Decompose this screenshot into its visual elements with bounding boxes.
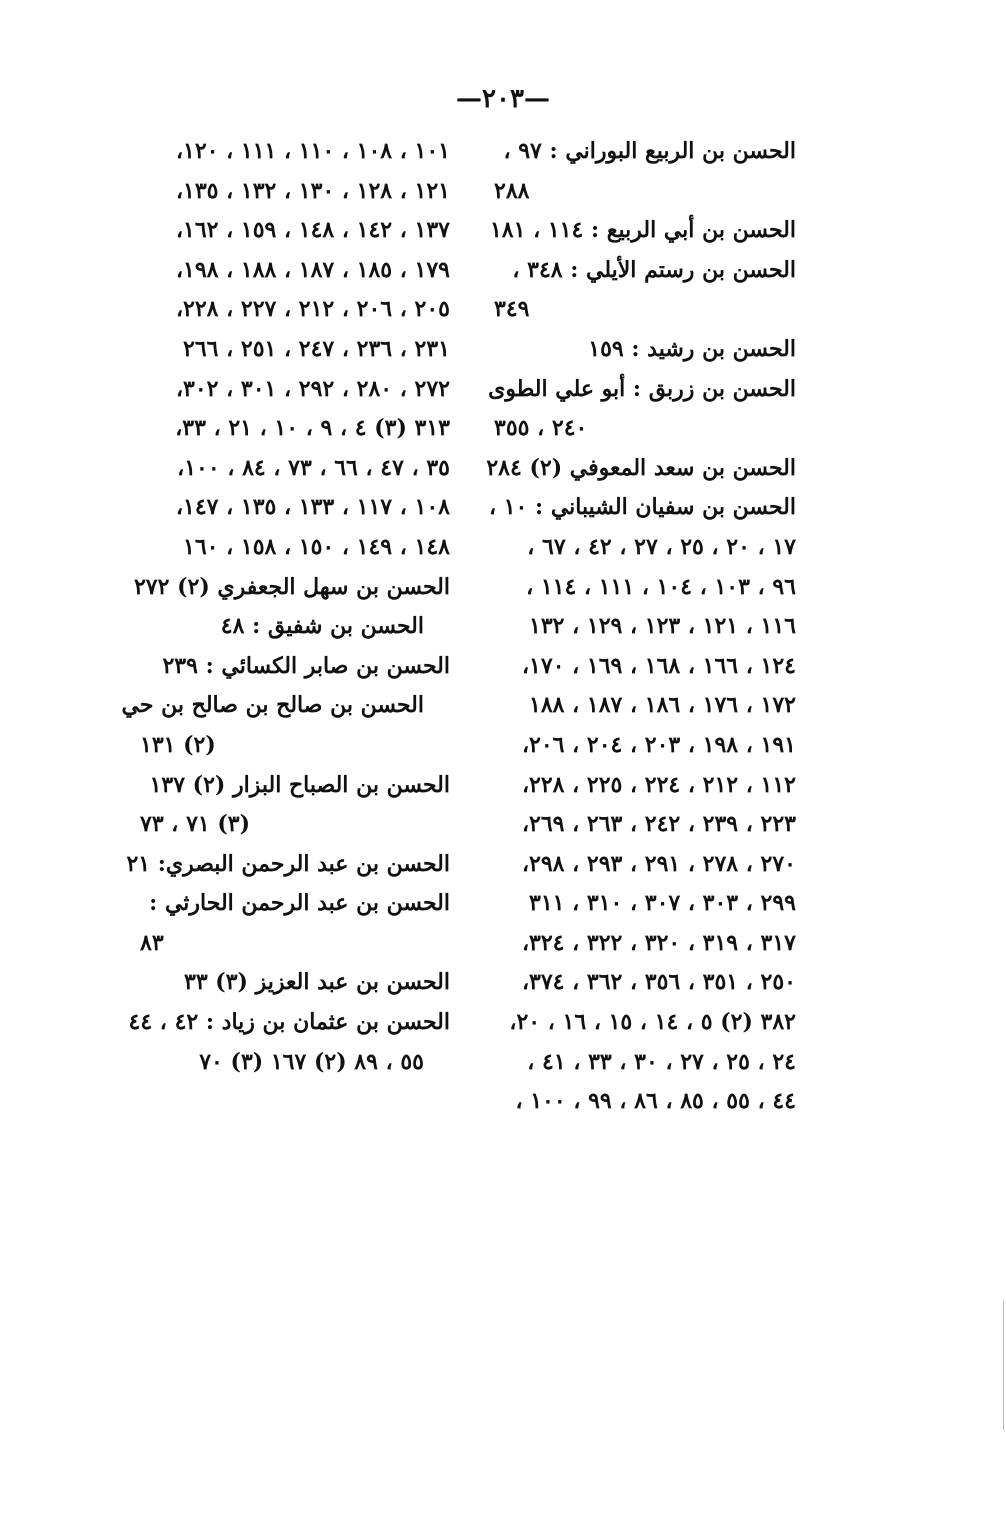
index-line: ٢٨٨ (494, 177, 530, 204)
index-line: الحسن بن أبي الربيع : ١١٤ ، ١٨١ (489, 217, 796, 244)
index-column-right (486, 132, 796, 1122)
index-line: ٣٥ ، ٤٧ ، ٦٦ ، ٧٣ ، ٨٤ ، ١٠٠، (177, 454, 450, 481)
index-line: الحسن بن الربيع البوراني : ٩٧ ، (503, 138, 796, 164)
index-line: ١٧٩ ، ١٨٥ ، ١٨٧ ، ١٨٨ ، ١٩٨، (175, 256, 450, 283)
index-line: ٢٧٠ ، ٢٧٨ ، ٢٩١ ، ٢٩٣ ، ٢٩٨، (521, 850, 796, 877)
index-line: الحسن بن صالح بن صالح بن حي (121, 692, 424, 719)
index-line: الحسن بن عبد الرحمن البصري: ٢١ (126, 850, 450, 877)
index-line: ٤٤ ، ٥٥ ، ٨٥ ، ٨٦ ، ٩٩ ، ١٠٠ ، (515, 1088, 796, 1115)
index-line: ١٢١ ، ١٢٨ ، ١٣٠ ، ١٣٢ ، ١٣٥، (175, 177, 450, 204)
index-line: ٣١٣ (٣) ٤ ، ٩ ، ١٠ ، ٢١ ، ٣٣، (175, 415, 450, 442)
index-line: الحسن بن عبد العزيز (٣) ٣٣ (184, 969, 450, 996)
index-line: ٢٠٥ ، ٢٠٦ ، ٢١٢ ، ٢٢٧ ، ٢٢٨، (175, 296, 450, 323)
index-line: ١٤٨ ، ١٤٩ ، ١٥٠ ، ١٥٨ ، ١٦٠ (183, 533, 450, 560)
index-line: ١١٦ ، ١٢١ ، ١٢٣ ، ١٢٩ ، ١٣٢ (529, 613, 796, 640)
index-line: ١٧ ، ٢٠ ، ٢٥ ، ٢٧ ، ٤٢ ، ٦٧ ، (527, 533, 796, 560)
index-line: ١١٢ ، ٢١٢ ، ٢٢٤ ، ٢٢٥ ، ٢٢٨، (521, 771, 796, 798)
page-number: —٢٠٣— (456, 84, 550, 114)
index-line: الحسن بن عبد الرحمن الحارثي : (149, 890, 450, 917)
index-line: ٩٦ ، ١٠٣ ، ١٠٤ ، ١١١ ، ١١٤ ، (526, 573, 796, 600)
index-line: ١٠٨ ، ١١٧ ، ١٣٣ ، ١٣٥ ، ١٤٧، (175, 494, 450, 521)
index-line: ٣٨٢ (٢) ٥ ، ١٤ ، ١٥ ، ١٦ ، ٢٠، (509, 1009, 796, 1036)
scan-edge-mark (1003, 1300, 1004, 1430)
index-line: ٢٤٠ ، ٣٥٥ (494, 415, 588, 442)
index-line: الحسن بن رشيد : ١٥٩ (588, 335, 796, 362)
index-line: الحسن بن عثمان بن زياد : ٤٢ ، ٤٤ (128, 1009, 450, 1036)
index-line: ١٧٢ ، ١٧٦ ، ١٨٦ ، ١٨٧ ، ١٨٨ (529, 692, 796, 719)
index-line: الحسن بن زربق : أبو علي الطوى (488, 375, 796, 402)
index-line: ٢٢٣ ، ٢٣٩ ، ٢٤٢ ، ٢٦٣ ، ٢٦٩، (521, 811, 796, 838)
index-line: ٢٩٩ ، ٣٠٣ ، ٣٠٧ ، ٣١٠ ، ٣١١ (529, 890, 796, 917)
index-line: ٣١٧ ، ٣١٩ ، ٣٢٠ ، ٣٢٢ ، ٣٢٤، (521, 929, 796, 956)
index-line: الحسن بن الصباح البزار (٢) ١٣٧ (149, 771, 450, 798)
index-line: الحسن بن شفيق : ٤٨ (220, 613, 424, 640)
index-line: ٣٤٩ (494, 296, 530, 323)
index-line: ١٠١ ، ١٠٨ ، ١١٠ ، ١١١ ، ١٢٠، (175, 138, 450, 164)
index-line: ٢٥٠ ، ٣٥١ ، ٣٥٦ ، ٣٦٢ ، ٣٧٤، (521, 969, 796, 996)
index-line: الحسن بن سعد المعوفي (٢) ٢٨٤ (486, 454, 796, 481)
index-line: ٥٥ ، ٨٩ (٢) ١٦٧ (٣) ٧٠ (199, 1048, 424, 1075)
index-line: (٢) ١٣١ (140, 731, 216, 758)
index-line: ٨٣ (140, 929, 164, 956)
index-line: الحسن بن سفيان الشيباني : ١٠ ، (488, 494, 796, 521)
index-line: ٢٤ ، ٢٥ ، ٢٧ ، ٣٠ ، ٣٣ ، ٤١ ، (527, 1048, 796, 1075)
index-line: ٢٣١ ، ٢٣٦ ، ٢٤٧ ، ٢٥١ ، ٢٦٦ (183, 335, 450, 362)
index-line: ١٢٤ ، ١٦٦ ، ١٦٨ ، ١٦٩ ، ١٧٠، (521, 652, 796, 679)
index-column-left (121, 132, 450, 1082)
index-line: الحسن بن صابر الكسائي : ٢٣٩ (162, 652, 450, 679)
index-line: (٣) ٧١ ، ٧٣ (140, 811, 251, 838)
index-line: الحسن بن رستم الأيلي : ٣٤٨ ، (512, 256, 796, 283)
index-line: ٢٧٢ ، ٢٨٠ ، ٢٩٢ ، ٣٠١ ، ٣٠٢، (175, 375, 450, 402)
index-line: ١٣٧ ، ١٤٢ ، ١٤٨ ، ١٥٩ ، ١٦٢، (175, 217, 450, 244)
index-line: الحسن بن سهل الجعفري (٢) ٢٧٢ (133, 573, 450, 600)
index-line: ١٩١ ، ١٩٨ ، ٢٠٣ ، ٢٠٤ ، ٢٠٦، (521, 731, 796, 758)
